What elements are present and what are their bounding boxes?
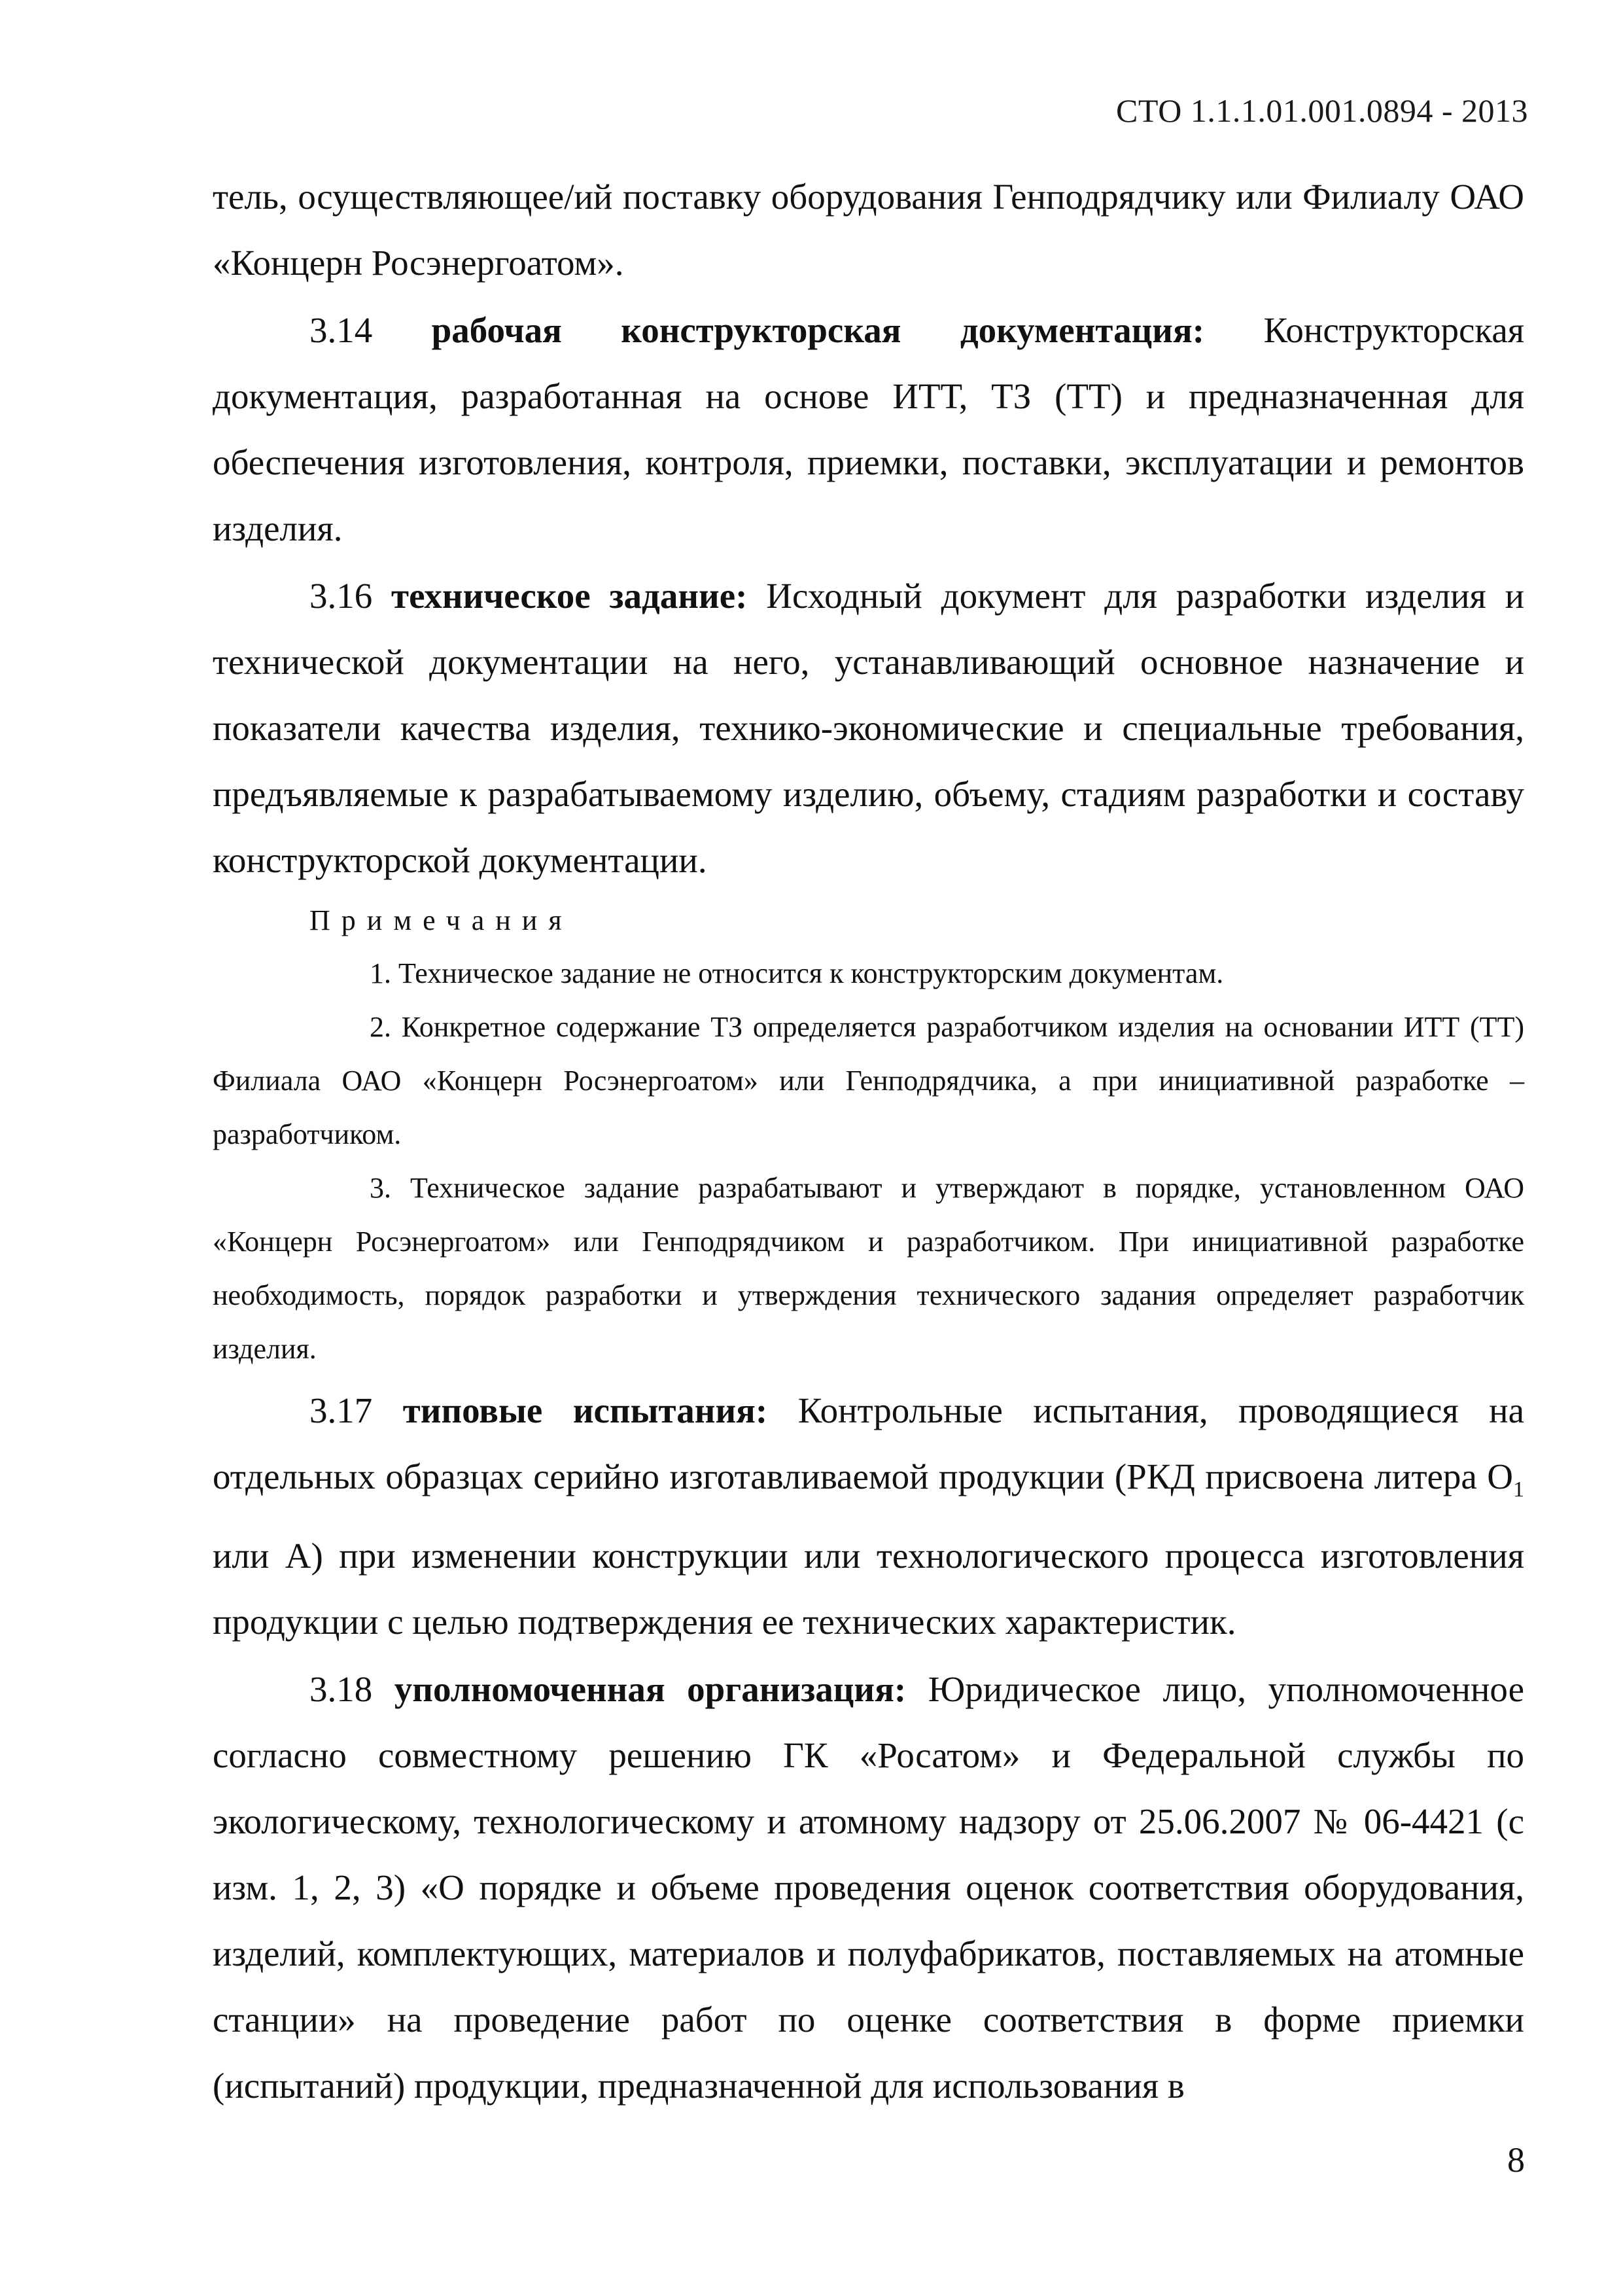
intro-paragraph: тель, осуществляющее/ий поставку оборудования Генподрядчику или Филиалу ОАО «Концерн Росэнергоатом».	[213, 177, 1524, 283]
note-item: 1. Техническое задание не относится к конструкторским документам.	[370, 957, 1224, 989]
definition-3-18	[213, 1656, 1524, 2119]
definition-term: типовые испытания:	[402, 1390, 768, 1430]
definition-term: рабочая конструкторская документация:	[431, 310, 1205, 350]
definition-3-17	[213, 1377, 1524, 1655]
definition-text: Исходный документ для разработки изделия и технической документации на него, устанавливающий основное назначение и показатели качества изделия, технико-экономические и специальные требования, предъявляемые к разрабатываемому изделию, объему, стадиям разработки и составу конструкторской документации.	[213, 576, 1525, 880]
definition-text: Контрольные испытания, проводящиеся на отдельных образцах серийно изготавливаемой продукции (РКД присвоена литера О	[213, 1390, 1524, 1496]
document-code: СТО 1.1.1.01.001.0894 - 2013	[1116, 92, 1528, 129]
definition-3-14	[213, 297, 1524, 561]
definition-number: 3.17	[309, 1390, 373, 1430]
definition-number: 3.16	[309, 576, 373, 616]
definition-text: Конструкторская документация, разработанная на основе ИТТ, ТЗ (ТТ) и предназначенная для обеспечения изготовления, контроля, приемки, поставки, эксплуатации и ремонтов изделия.	[213, 310, 1525, 548]
definition-number: 3.18	[309, 1669, 373, 1709]
page-number: 8	[1507, 2140, 1525, 2180]
definition-number: 3.14	[309, 310, 373, 350]
definition-3-16	[213, 563, 1524, 893]
definition-term: техническое задание:	[391, 576, 748, 616]
note-item: 2. Конкретное содержание ТЗ определяется разработчиком изделия на основании ИТТ (ТТ) Филиала ОАО «Концерн Росэнергоатом» или Генподрядчика, а при инициативной разработке – разработчиком.	[213, 1011, 1524, 1150]
definition-text: Юридическое лицо, уполномоченное согласно совместному решению ГК «Росатом» и Федеральной службы по экологическому, технологическому и атомному надзору от 25.06.2007 № 06-4421 (с изм. 1, 2, 3) «О порядке и объеме проведения оценок соответствия оборудования, изделий, комплектующих, материалов и полуфабрикатов, поставляемых на атомные станции» на проведение работ по оценке соответствия в форме приемки (испытаний) продукции, предназначенной для использования в	[213, 1669, 1524, 2106]
note-item: 3. Техническое задание разрабатывают и утверждают в порядке, установленном ОАО «Концерн Росэнергоатом» или Генподрядчиком и разработчиком. При инициативной разработке необходимость, порядок разработки и утверждения технического задания определяет разработчик изделия.	[213, 1172, 1524, 1365]
notes-heading: Примечания	[309, 904, 573, 936]
definition-subscript: 1	[1513, 1477, 1524, 1502]
definition-term: уполномоченная организация:	[394, 1669, 907, 1709]
document-body	[213, 164, 1524, 2119]
definition-text-continued: или А) при изменении конструкции или технологического процесса изготовления продукции с целью подтверждения ее технических характеристик.	[213, 1536, 1524, 1642]
